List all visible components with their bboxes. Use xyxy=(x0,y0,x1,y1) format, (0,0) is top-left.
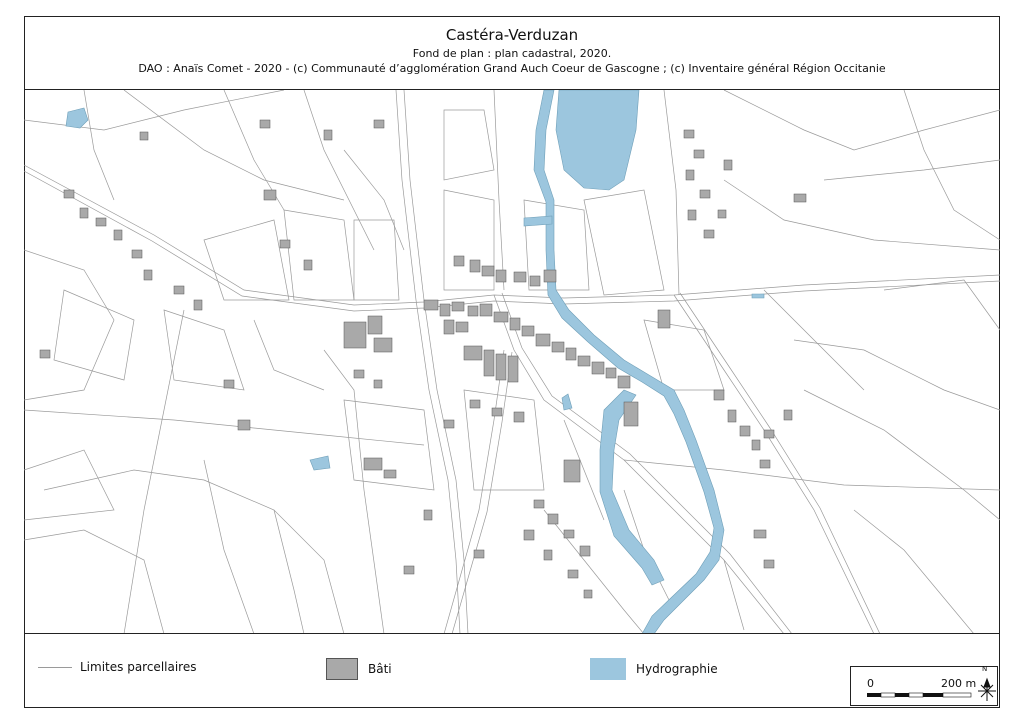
small-pond xyxy=(562,394,572,410)
building xyxy=(592,362,604,374)
building xyxy=(484,350,494,376)
building xyxy=(714,390,724,400)
building xyxy=(454,256,464,266)
building xyxy=(474,550,484,558)
building xyxy=(510,318,520,330)
building xyxy=(424,510,432,520)
building xyxy=(718,210,726,218)
water-swatch xyxy=(590,658,626,680)
legend-water-label: Hydrographie xyxy=(636,662,718,676)
building xyxy=(740,426,750,436)
built-swatch xyxy=(326,658,358,680)
building xyxy=(324,130,332,140)
building xyxy=(496,270,506,282)
building xyxy=(694,150,704,158)
legend-built xyxy=(326,658,392,680)
building xyxy=(544,550,552,560)
building xyxy=(548,514,558,524)
building xyxy=(144,270,152,280)
legend-parcel-label: Limites parcellaires xyxy=(80,660,197,674)
building xyxy=(468,306,478,316)
cadastral-map xyxy=(24,90,1000,634)
legend-water xyxy=(590,658,718,680)
building xyxy=(764,560,774,568)
building xyxy=(684,130,694,138)
building xyxy=(784,410,792,420)
small-pond xyxy=(752,294,764,298)
north-arrow-icon xyxy=(978,679,996,701)
building xyxy=(80,208,88,218)
building xyxy=(754,530,766,538)
building xyxy=(64,190,74,198)
building xyxy=(368,316,382,334)
scale-bar xyxy=(851,667,997,705)
building xyxy=(752,440,760,450)
scale-end: 200 m xyxy=(941,677,977,690)
building xyxy=(688,210,696,220)
building xyxy=(480,304,492,316)
building xyxy=(624,402,638,426)
building xyxy=(374,338,392,352)
map-legend xyxy=(24,634,1000,708)
building xyxy=(40,350,50,358)
parcel-line-swatch xyxy=(38,667,72,668)
north-label: N xyxy=(982,665,988,673)
building xyxy=(584,590,592,598)
building xyxy=(174,286,184,294)
building xyxy=(440,304,450,316)
building xyxy=(444,320,454,334)
building xyxy=(456,322,468,332)
building xyxy=(132,250,142,258)
building xyxy=(496,354,506,380)
building xyxy=(452,302,464,311)
building xyxy=(764,430,774,438)
building xyxy=(606,368,616,378)
building xyxy=(492,408,502,416)
building xyxy=(304,260,312,270)
building xyxy=(530,276,540,286)
building xyxy=(724,160,732,170)
building xyxy=(568,570,578,578)
small-pond xyxy=(66,108,88,128)
map-area[interactable] xyxy=(24,90,1000,634)
building xyxy=(354,370,364,378)
map-title: Castéra-Verduzan xyxy=(445,26,579,44)
built-footprints xyxy=(40,120,806,598)
building xyxy=(508,356,518,382)
building xyxy=(194,300,202,310)
legend-parcel xyxy=(38,660,196,674)
building xyxy=(580,546,590,556)
building xyxy=(280,240,290,248)
building xyxy=(494,312,508,322)
building xyxy=(470,260,480,272)
building xyxy=(578,356,590,366)
building xyxy=(544,270,556,282)
building xyxy=(482,266,494,276)
building xyxy=(374,380,382,388)
hydrography xyxy=(66,90,764,634)
small-pond xyxy=(524,216,552,226)
scale-start: 0 xyxy=(867,677,874,690)
map-subtitle: Fond de plan : plan cadastral, 2020. xyxy=(412,47,612,60)
building xyxy=(444,420,454,428)
building xyxy=(794,194,806,202)
building xyxy=(514,272,526,282)
building xyxy=(514,412,524,422)
building xyxy=(564,460,580,482)
building xyxy=(384,470,396,478)
building xyxy=(264,190,276,200)
building xyxy=(728,410,736,422)
building xyxy=(658,310,670,328)
building xyxy=(114,230,122,240)
building xyxy=(96,218,106,226)
building xyxy=(238,420,250,430)
building xyxy=(534,500,544,508)
building xyxy=(704,230,714,238)
scale-bar-box xyxy=(850,666,998,706)
building xyxy=(524,530,534,540)
building xyxy=(344,322,366,348)
building xyxy=(552,342,564,352)
map-credits: DAO : Anaïs Comet - 2020 - (c) Communauté d’agglomération Grand Auch Coeur de Gascogne ; (c) Inventaire général Région Occitanie xyxy=(138,62,886,75)
pond xyxy=(556,90,639,190)
building xyxy=(760,460,770,468)
building xyxy=(424,300,438,310)
building xyxy=(564,530,574,538)
building xyxy=(618,376,630,388)
building xyxy=(260,120,270,128)
map-header xyxy=(24,16,1000,90)
building xyxy=(522,326,534,336)
building xyxy=(374,120,384,128)
building xyxy=(566,348,576,360)
building xyxy=(470,400,480,408)
legend-built-label: Bâti xyxy=(368,662,392,676)
building xyxy=(700,190,710,198)
building xyxy=(140,132,148,140)
small-pond xyxy=(310,456,330,470)
building xyxy=(404,566,414,574)
building xyxy=(536,334,550,346)
building xyxy=(224,380,234,388)
building xyxy=(464,346,482,360)
building xyxy=(686,170,694,180)
building xyxy=(364,458,382,470)
